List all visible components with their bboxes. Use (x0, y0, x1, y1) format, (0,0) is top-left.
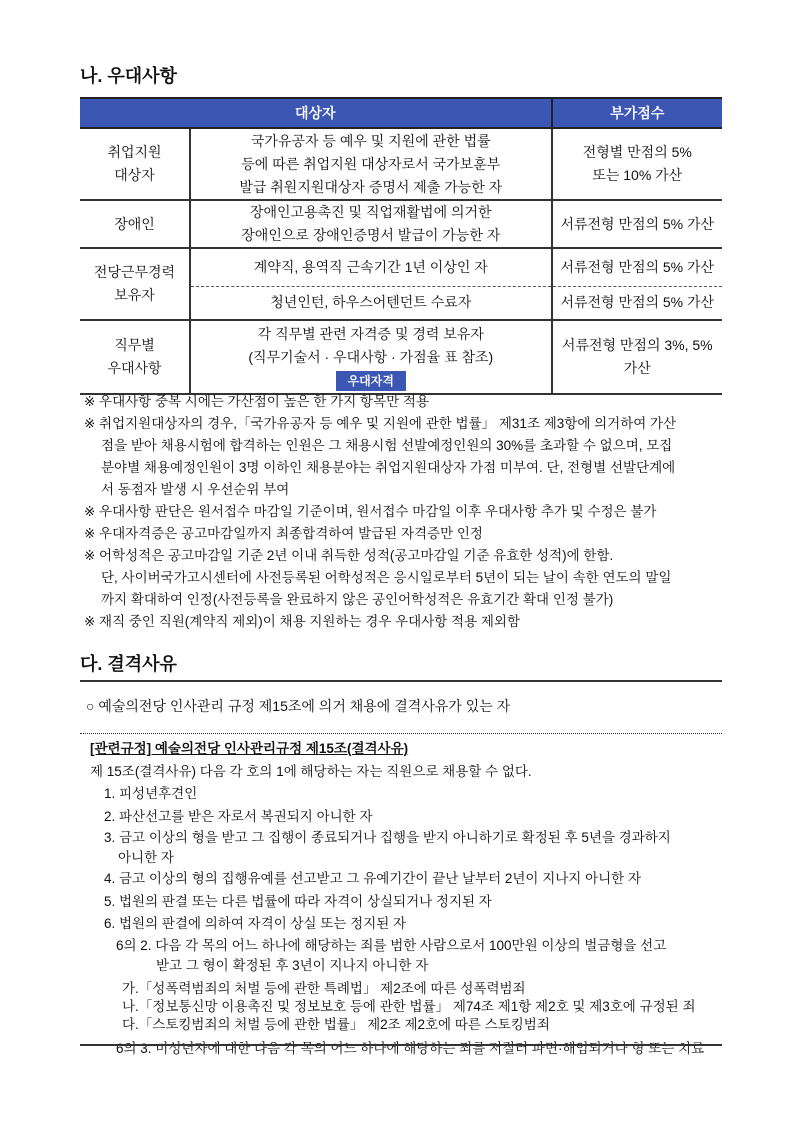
regulation-item: 5. 법원의 판결 또는 다른 법률에 따라 자격이 상실되거나 정지된 자 (104, 893, 492, 909)
note-continued: 단, 사이버국가고시센터에 사전등록된 어학성적은 응시일로부터 5년이 되는 날이 속한 연도의 말일 (101, 570, 672, 585)
disqualification-bullet: ○ 예술의전당 인사관리 규정 제15조에 의거 채용에 결격사유가 있는 자 (86, 698, 511, 714)
preferred-qualification-badge[interactable]: 우대자격 (336, 371, 406, 391)
regulation-item-6-2: 6의 2. 다음 각 목의 어느 하나에 해당하는 죄를 범한 사람으로서 100만원 이상의 벌금형을 선고 (116, 937, 667, 953)
regulation-intro: 제 15조(결격사유) 다음 각 호의 1에 해당하는 자는 직원으로 채용할 수 없다. (90, 763, 532, 779)
header-target: 대상자 (80, 98, 552, 128)
points-cell: 전형별 만점의 5% 또는 10% 가산 (552, 128, 722, 200)
divider (80, 680, 722, 682)
regulation-subitem: 다.「스토킹범죄의 처벌 등에 관한 법률」 제2조 제2호에 따른 스토킹범죄 (122, 1016, 550, 1032)
regulation-item-continued: 받고 그 형이 확정된 후 3년이 지나지 아니한 자 (156, 957, 429, 973)
table-row (80, 248, 722, 286)
note: ※ 취업지원대상자의 경우,「국가유공자 등 예우 및 지원에 관한 법률」 제31조 제3항에 의거하여 가산 (84, 416, 677, 431)
preference-table (80, 97, 722, 395)
table-row (80, 128, 722, 200)
target-cell: 장애인고용촉진 및 직업재활법에 의거한 장애인으로 장애인증명서 발급이 가능한 자 (190, 200, 552, 248)
category-cell: 장애인 (80, 200, 190, 248)
category-cell: 전당근무경력 보유자 (80, 248, 190, 320)
regulation-item: 6. 법원의 판결에 의하여 자격이 상실 또는 정지된 자 (104, 916, 407, 931)
header-points: 부가점수 (552, 98, 722, 128)
regulation-subitem: 가.「성폭력범죄의 처벌 등에 관한 특례법」 제2조에 따른 성폭력범죄 (122, 980, 526, 996)
points-cell: 서류전형 만점의 5% 가산 (552, 200, 722, 248)
target-cell: 계약직, 용역직 근속기간 1년 이상인 자 (190, 248, 552, 286)
regulation-subitem: 나.「정보통신망 이용촉진 및 정보보호 등에 관한 법률」 제74조 제1항 제2호 및 제3호에 규정된 죄 (122, 998, 696, 1014)
target-cell: 청년인턴, 하우스어텐던트 수료자 (190, 286, 552, 320)
points-cell: 서류전형 만점의 3%, 5% 가산 (552, 320, 722, 394)
regulation-box (90, 738, 725, 1060)
table-row (80, 320, 722, 394)
regulation-heading: [관련규정] 예술의전당 인사관리규정 제15조(결격사유) (90, 741, 409, 756)
note: ※ 우대사항 판단은 원서접수 마감일 기준이며, 원서접수 마감일 이후 우대사항 추가 및 수정은 불가 (84, 504, 657, 519)
regulation-item: 3. 금고 이상의 형을 받고 그 집행이 종료되거나 집행을 받지 아니하기로 확정된 후 5년을 경과하지 (104, 830, 671, 845)
note-continued: 서 동점자 발생 시 우선순위 부여 (101, 482, 290, 497)
table-row (80, 200, 722, 248)
preference-notes (84, 391, 724, 633)
points-cell: 서류전형 만점의 5% 가산 (552, 286, 722, 320)
divider (80, 733, 722, 734)
section-title-preferences: 나. 우대사항 (80, 66, 177, 86)
points-cell: 서류전형 만점의 5% 가산 (552, 248, 722, 286)
note: ※ 어학성적은 공고마감일 기준 2년 이내 취득한 성적(공고마감일 기준 유효한 성적)에 한함. (84, 548, 614, 563)
note: ※ 재직 중인 직원(계약직 제외)이 채용 지원하는 경우 우대사항 적용 제외함 (84, 614, 520, 629)
note-continued: 분야별 채용예정인원이 3명 이하인 채용분야는 취업지원대상자 가점 미부여. 단, 전형별 선발단계에 (101, 460, 676, 475)
category-cell: 직무별 우대사항 (80, 320, 190, 394)
category-cell: 취업지원 대상자 (80, 128, 190, 200)
note: ※ 우대사항 중복 시에는 가산점이 높은 한 가지 항목만 적용 (84, 394, 430, 409)
section-title-disqualification: 다. 결격사유 (80, 654, 177, 674)
note-continued: 점을 받아 채용시험에 합격하는 인원은 그 채용시험 선발예정인원의 30%를 초과할 수 없으며, 모집 (101, 438, 673, 453)
divider (80, 1044, 722, 1046)
regulation-item: 4. 금고 이상의 형의 집행유예를 선고받고 그 유예기간이 끝난 날부터 2년이 지나지 아니한 자 (104, 871, 642, 886)
note: ※ 우대자격증은 공고마감일까지 최종합격하여 발급된 자격증만 인정 (84, 526, 483, 541)
regulation-item-6-3: 6의 3. 미성년자에 대한 다음 각 목의 어느 하나에 해당하는 죄를 저질러 파면·해임되거나 형 또는 치료 (116, 1040, 705, 1056)
target-cell: 국가유공자 등 예우 및 지원에 관한 법률 등에 따른 취업지원 대상자로서 국가보훈부 발급 취원지원대상자 증명서 제출 가능한 자 (190, 128, 552, 200)
target-cell: 각 직무별 관련 자격증 및 경력 보유자 (직무기술서 · 우대사항 · 가점율 표 참조) 우대자격 (190, 320, 552, 394)
regulation-item: 2. 파산선고를 받은 자로서 복권되지 아니한 자 (104, 808, 373, 824)
regulation-item-continued: 아니한 자 (118, 850, 174, 865)
note-continued: 까지 확대하여 인정(사전등록을 완료하지 않은 공인어학성적은 유효기간 확대 인정 불가) (101, 592, 614, 607)
regulation-item: 1. 피성년후견인 (104, 786, 198, 801)
